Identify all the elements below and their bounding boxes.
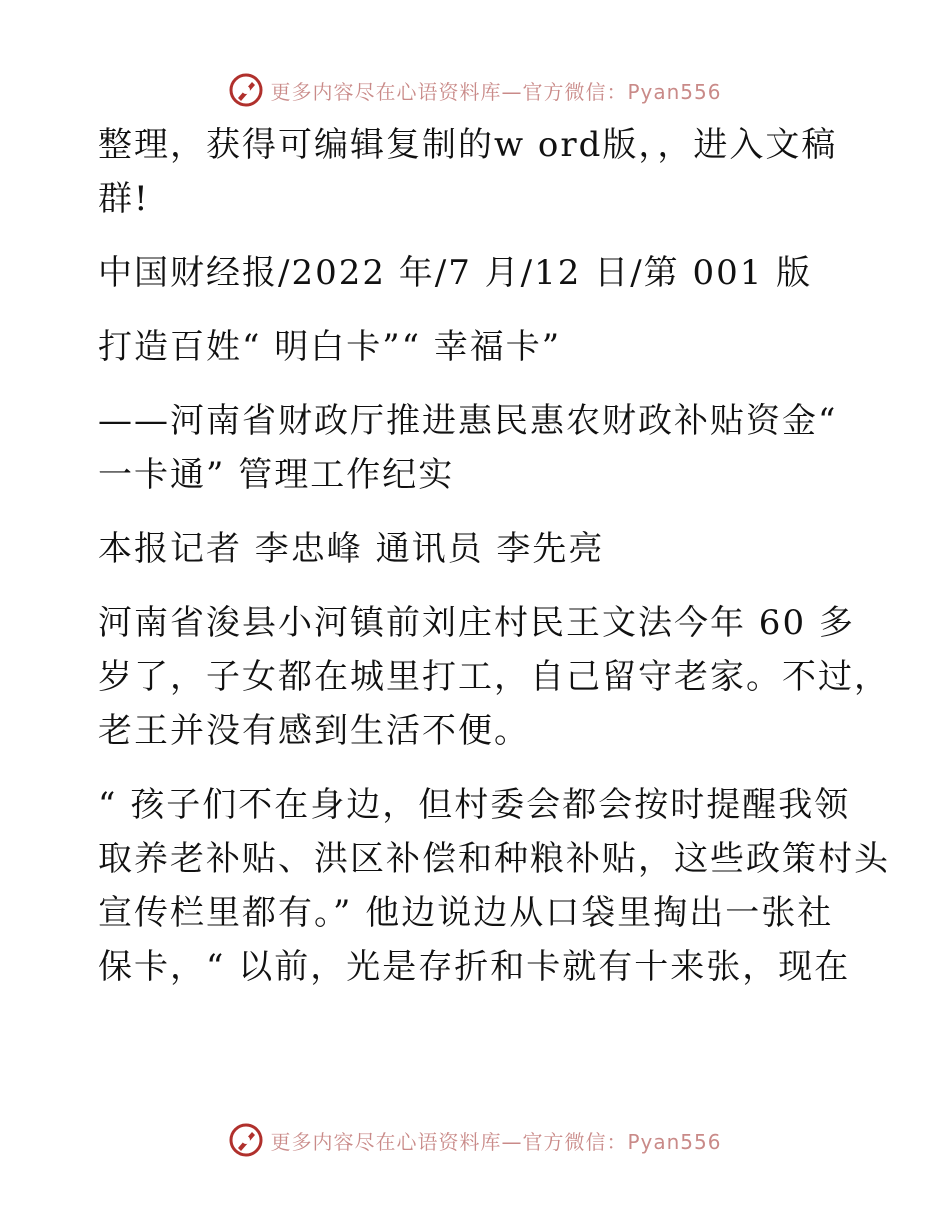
paragraph-1-line-3: 老王并没有感到生活不便。 [98,711,530,751]
watermark-text: 更多内容尽在心语资料库—官方微信：Pyan556 [270,79,722,104]
pen-seal-icon [228,1122,264,1158]
intro-line-2: 群! [98,179,150,219]
paragraph-1-line-1: 河南省浚县小河镇前刘庄村民王文法今年 60 多 [98,603,855,643]
headline: 打造百姓“ 明白卡”“ 幸福卡” [98,327,562,367]
source-line: 中国财经报/2022 年/7 月/12 日/第 001 版 [98,253,813,293]
paragraph-2-line-1: “ 孩子们不在身边，但村委会都会按时提醒我领 [98,785,851,825]
intro-line-1: 整理，获得可编辑复制的w ord版，，进入文稿 [98,125,838,165]
subtitle-line-2: 一卡通” 管理工作纪实 [98,455,455,495]
document-body [98,118,890,994]
subtitle-line-1: ——河南省财政厅推进惠民惠农财政补贴资金“ [98,401,838,441]
byline: 本报记者 李忠峰 通讯员 李先亮 [98,529,605,569]
footer-watermark [0,1120,950,1160]
paragraph-2-line-4: 保卡，“ 以前，光是存折和卡就有十来张，现在 [98,947,851,987]
paragraph-1-line-2: 岁了，子女都在城里打工，自己留守老家。不过， [98,657,890,697]
header-watermark [0,70,950,110]
paragraph-2-line-2: 取养老补贴、洪区补偿和种粮补贴，这些政策村头 [98,839,890,879]
watermark-text: 更多内容尽在心语资料库—官方微信：Pyan556 [270,1129,722,1154]
pen-seal-icon [228,72,264,108]
paragraph-2-line-3: 宣传栏里都有。” 他边说边从口袋里掏出一张社 [98,893,834,933]
